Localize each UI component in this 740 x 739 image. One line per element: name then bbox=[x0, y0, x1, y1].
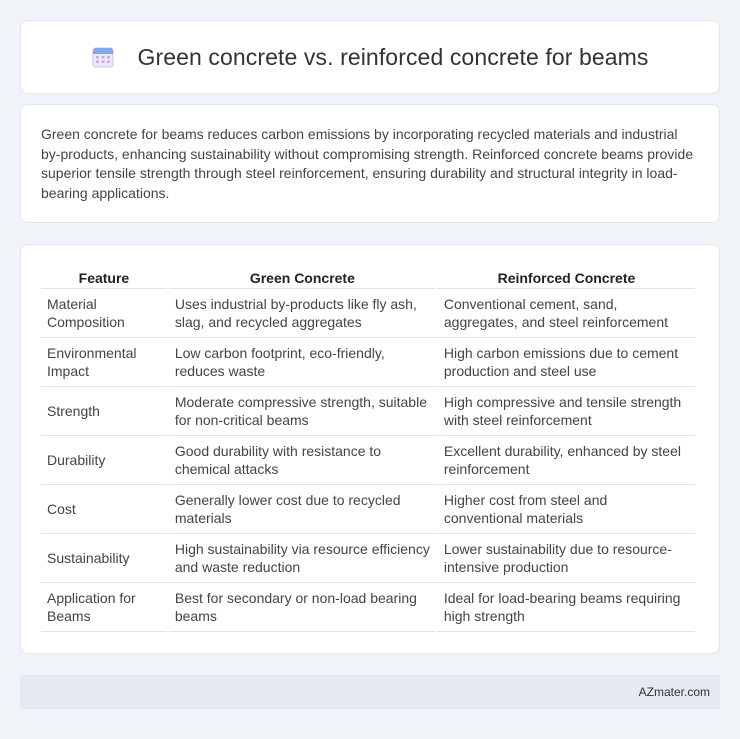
table-row bbox=[41, 583, 695, 632]
feature-cell: Material Composition bbox=[41, 289, 167, 338]
feature-cell: Durability bbox=[41, 436, 167, 485]
page-title: Green concrete vs. reinforced concrete for beams bbox=[137, 43, 649, 70]
header-feature: Feature bbox=[41, 267, 167, 289]
reinforced-concrete-cell: Higher cost from steel and conventional materials bbox=[438, 485, 695, 534]
summary-card bbox=[20, 104, 720, 223]
reinforced-concrete-cell: Conventional cement, sand, aggregates, and steel reinforcement bbox=[438, 289, 695, 338]
reinforced-concrete-cell: Lower sustainability due to resource-intensive production bbox=[438, 534, 695, 583]
title-card bbox=[20, 20, 720, 94]
green-concrete-cell: Good durability with resistance to chemical attacks bbox=[169, 436, 436, 485]
green-concrete-cell: Generally lower cost due to recycled materials bbox=[169, 485, 436, 534]
green-concrete-cell: Moderate compressive strength, suitable for non-critical beams bbox=[169, 387, 436, 436]
feature-cell: Sustainability bbox=[41, 534, 167, 583]
table-row bbox=[41, 387, 695, 436]
reinforced-concrete-cell: Excellent durability, enhanced by steel reinforcement bbox=[438, 436, 695, 485]
reinforced-concrete-cell: High carbon emissions due to cement production and steel use bbox=[438, 338, 695, 387]
green-concrete-cell: Best for secondary or non-load bearing beams bbox=[169, 583, 436, 632]
header-reinforced-concrete: Reinforced Concrete bbox=[438, 267, 695, 289]
comparison-table bbox=[39, 267, 697, 632]
table-row bbox=[41, 436, 695, 485]
table-row bbox=[41, 289, 695, 338]
reinforced-concrete-cell: High compressive and tensile strength with steel reinforcement bbox=[438, 387, 695, 436]
footer-site-link[interactable]: AZmater.com bbox=[638, 685, 710, 699]
green-concrete-cell: High sustainability via resource efficiency and waste reduction bbox=[169, 534, 436, 583]
summary-text: Green concrete for beams reduces carbon emissions by incorporating recycled materials and industrial by-products, enhancing sustainability without compromising strength. Reinforced concrete beams provide superior tensile strength through steel reinforcement, ensuring durability and structural integrity in load-bearing applications. bbox=[41, 126, 694, 201]
title-wrap bbox=[91, 44, 648, 71]
footer-bar bbox=[20, 675, 720, 709]
calendar-icon bbox=[91, 45, 115, 69]
comparison-table-card bbox=[20, 244, 720, 654]
feature-cell: Environmental Impact bbox=[41, 338, 167, 387]
feature-cell: Application for Beams bbox=[41, 583, 167, 632]
green-concrete-cell: Uses industrial by-products like fly ash, slag, and recycled aggregates bbox=[169, 289, 436, 338]
feature-cell: Cost bbox=[41, 485, 167, 534]
table-header-row bbox=[41, 267, 695, 289]
table-row bbox=[41, 534, 695, 583]
table-row bbox=[41, 485, 695, 534]
header-green-concrete: Green Concrete bbox=[169, 267, 436, 289]
reinforced-concrete-cell: Ideal for load-bearing beams requiring high strength bbox=[438, 583, 695, 632]
feature-cell: Strength bbox=[41, 387, 167, 436]
green-concrete-cell: Low carbon footprint, eco-friendly, reduces waste bbox=[169, 338, 436, 387]
table-row bbox=[41, 338, 695, 387]
